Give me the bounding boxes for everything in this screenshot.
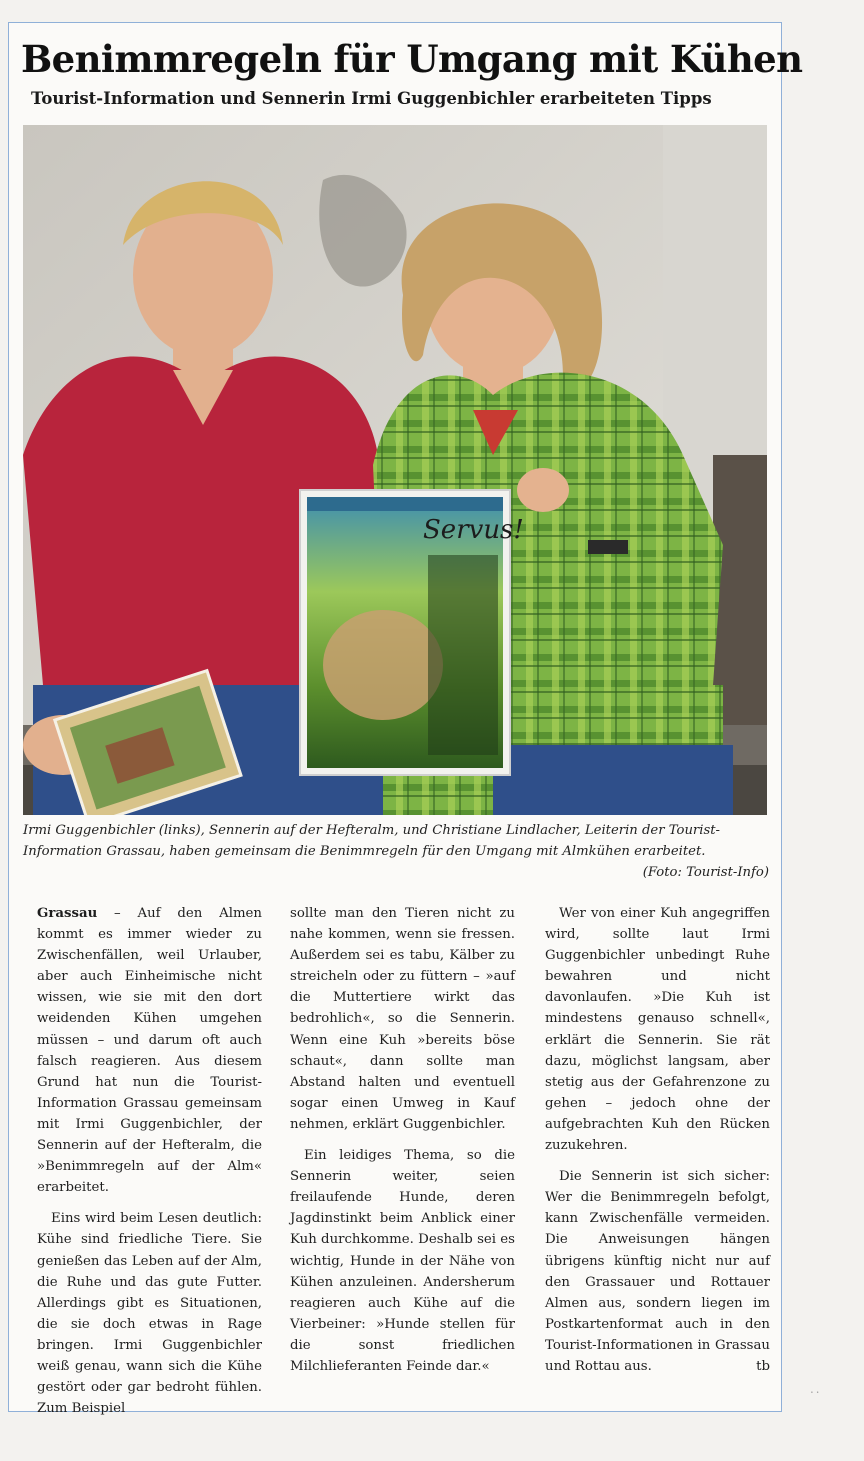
photo-credit: (Foto: Tourist-Info) <box>642 865 769 880</box>
article-subheadline: Tourist-Information und Sennerin Irmi Guggenbichler erarbeiteten Tipps <box>31 89 712 108</box>
newspaper-clipping <box>8 22 803 1417</box>
paragraph: Ein leidiges Thema, so die Sennerin weiter, seien freilaufende Hunde, deren Jagdinstinkt beim Anblick einer Kuh durchkomme. Deshalb sei es wichtig, Hunde in der Nähe von Kühen anzuleinen. Andersherum reagieren auch Kühe auf die Vierbeiner: »Hunde stellen für die sonst friedlichen Milchlieferanten Feinde dar.« <box>290 1148 515 1374</box>
author-signature: tb <box>756 1358 770 1374</box>
article-body <box>37 903 770 1417</box>
column-2 <box>290 903 515 1377</box>
paragraph: Eins wird beim Lesen deutlich: Kühe sind friedliche Tiere. Sie genießen das Leben auf der Alm, die Ruhe und das gute Futter. Allerdings gibt es Situationen, die sie doch etwas in Rage bringen. Irmi Guggenbichler weiß genau, wann sich die Kühe gestört oder gar bedroht fühlen. Zum Beispiel <box>37 1211 262 1417</box>
servus-poster <box>300 490 524 775</box>
article-headline: Benimmregeln für Umgang mit Kühen <box>21 37 803 81</box>
paragraph-text: – Auf den Almen kommt es immer wieder zu Zwischenfällen, weil Urlauber, aber auch Einheimische nicht wissen, wie sie mit den dort weidenden Kühen umgehen müssen – und darum oft auch falsch reagieren. Aus diesem Grund hat nun die Tourist-Information Grassau gemeinsam mit Irmi Guggenbichler, der Sennerin auf der Hefteralm, die »Benimmregeln auf der Alm« erarbeitet. <box>37 906 262 1196</box>
paragraph-text: Die Sennerin ist sich sicher: Wer die Benimmregeln befolgt, kann Zwischenfälle vermeiden. Die Anweisungen hängen übrigens künftig nicht nur auf den Grassauer und Rottauer Almen aus, sondern liegen im Postkartenformat auch in den Tourist-Informationen in Grassau und Rottau aus. <box>545 1169 770 1374</box>
dateline-place: Grassau <box>37 906 98 921</box>
column-1 <box>37 903 262 1419</box>
paragraph: Wer von einer Kuh angegriffen wird, sollte laut Irmi Guggenbichler unbedingt Ruhe bewahren und nicht davonlaufen. »Die Kuh ist mindestens genauso schnell«, erklärt die Sennerin. Sie rät dazu, möglichst langsam, aber stetig aus der Gefahrenzone zu gehen – jedoch ohne der aufgebrachten Kuh den Rücken zuzukehren. <box>545 906 770 1154</box>
poster-title: Servus! <box>423 515 524 545</box>
caption-text: Irmi Guggenbichler (links), Sennerin auf der Hefteralm, und Christiane Lindlacher, Leiterin der Tourist-Information Grassau, haben gemeinsam die Benimmregeln für den Umgang mit Almkühen erarbeitet. <box>23 823 720 859</box>
article-photo <box>23 125 767 815</box>
scan-dots: ⋅⋅ <box>810 1386 822 1399</box>
column-3 <box>545 903 770 1377</box>
photo-illustration <box>23 125 767 815</box>
paragraph <box>37 903 262 1198</box>
paragraph <box>545 1166 770 1377</box>
photo-caption <box>23 820 769 883</box>
paragraph: sollte man den Tieren nicht zu nahe kommen, wenn sie fressen. Außerdem sei es tabu, Kälber zu streicheln oder zu füttern – »auf die Muttertiere wirkt das bedrohlich«, so die Sennerin. Wenn eine Kuh »bereits böse schaut«, dann sollte man Abstand halten und eventuell sogar einen Umweg in Kauf nehmen, erklärt Guggenbichler. <box>290 906 515 1132</box>
